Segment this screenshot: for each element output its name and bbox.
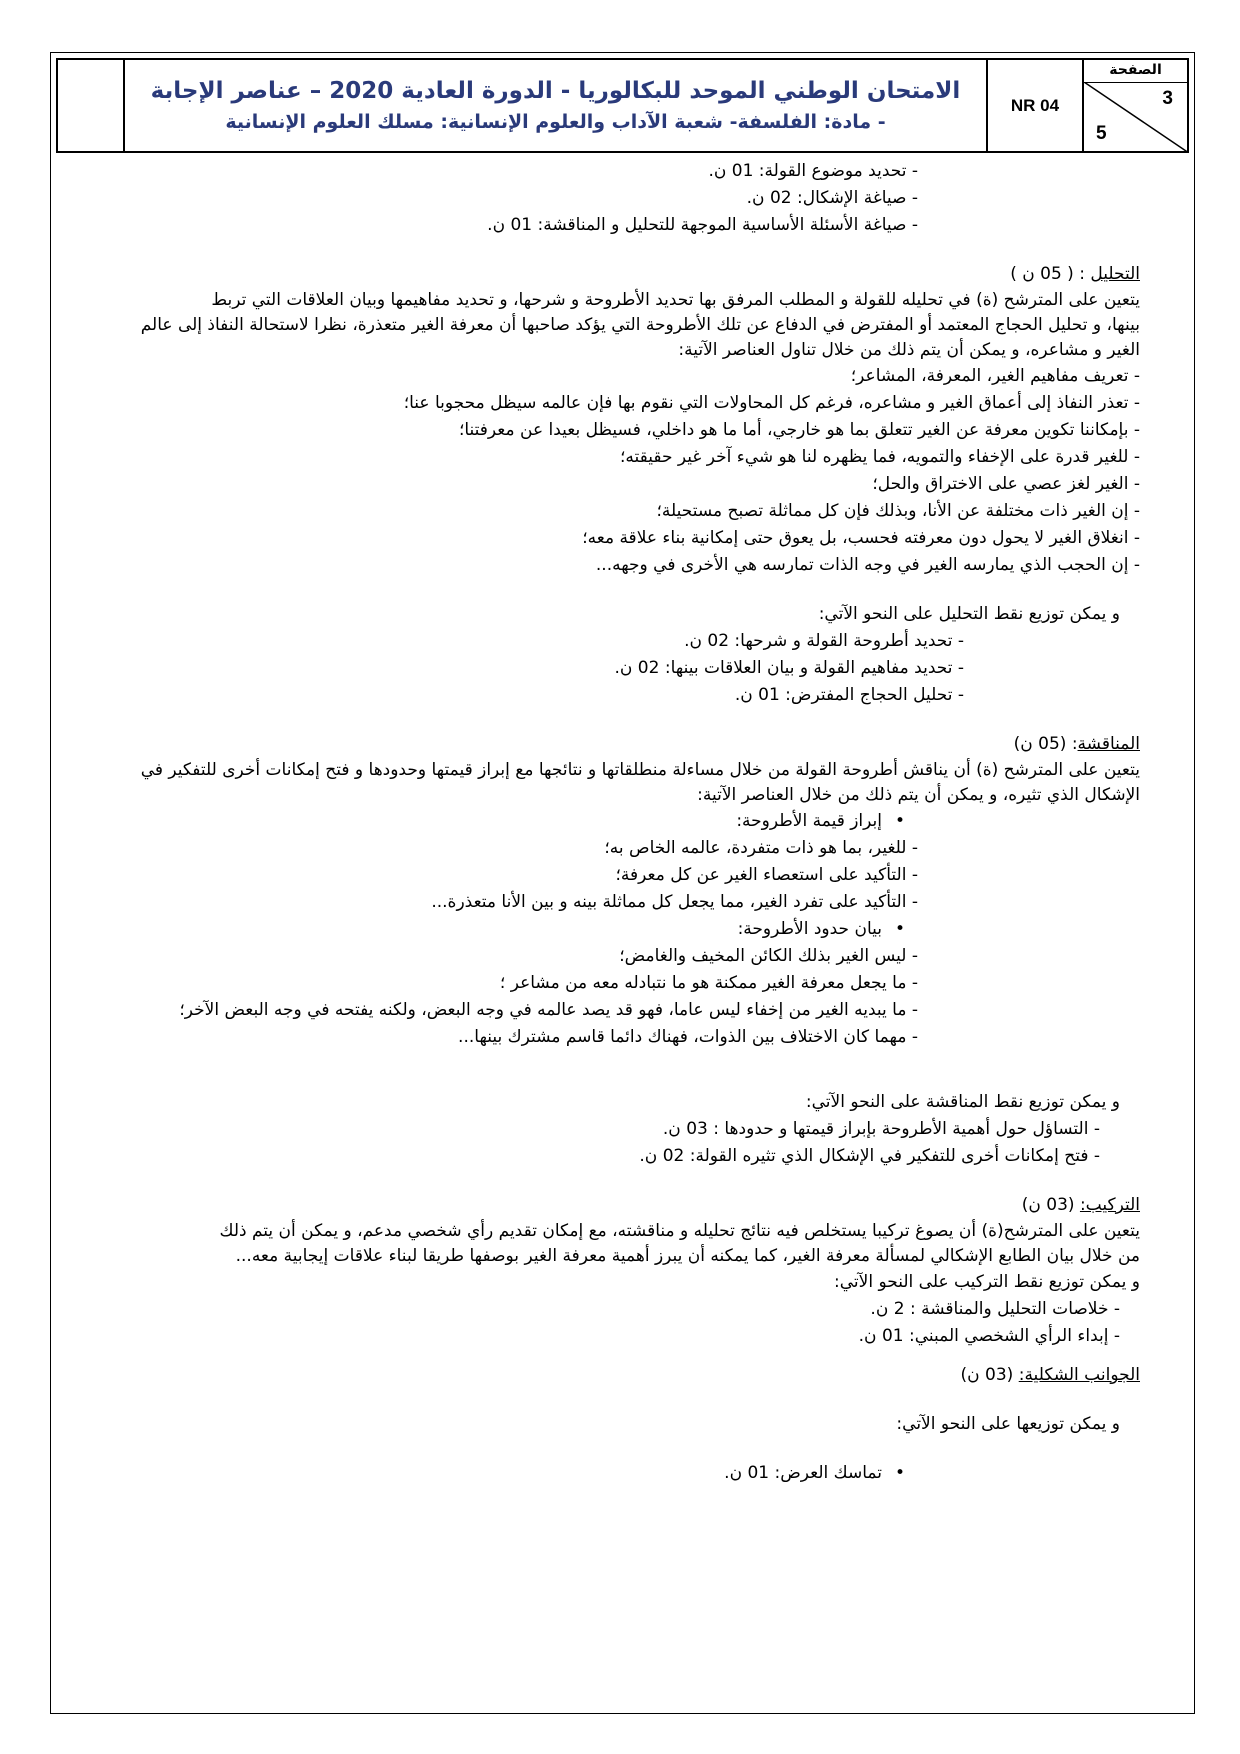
formal-heading: [78, 1362, 1140, 1389]
paragraph-line: من خلال بيان الطابع الإشكالي لمسألة معرفة الغير، كما يمكنه أن يبرز أهمية معرفة الغير بوصفها طريقا لبناء علاقات إيجابية معه...: [235, 1246, 1140, 1266]
analysis-distribution-intro: و يمكن توزيع نقط التحليل على النحو الآتي:: [818, 604, 1120, 624]
value-title: •إبراز قيمة الأطروحة:: [78, 808, 1140, 835]
synthesis-title: التركيب:: [1079, 1195, 1140, 1215]
analysis-points: : ( 05 ن ): [1010, 264, 1091, 284]
limits-items: [78, 943, 1140, 1051]
list-item: - مهما كان الاختلاف بين الذوات، فهناك دائما قاسم مشترك بينها...: [458, 1027, 918, 1047]
list-item: - ما يجعل معرفة الغير ممكنة هو ما نتبادله معه من مشاعر ؛: [499, 973, 918, 993]
header-title-cell: [123, 60, 986, 151]
discussion-heading: [78, 731, 1140, 758]
analysis-elements: [78, 363, 1140, 579]
synthesis-points: (03 ن): [1021, 1195, 1080, 1215]
list-item: - بإمكاننا تكوين معرفة عن الغير تتعلق بما هو خارجي، أما ما هو داخلي، فسيظل بعيدا عن معرفتنا؛: [458, 420, 1140, 440]
header-title-line1: الامتحان الوطني الموحد للبكالوريا - الدورة العادية 2020 – عناصر الإجابة: [150, 77, 961, 104]
list-item: - التساؤل حول أهمية الأطروحة بإبراز قيمتها و حدودها : 03 ن.: [662, 1119, 1100, 1139]
analysis-heading: [78, 261, 1140, 288]
intro-item: - صياغة الأسئلة الأساسية الموجهة للتحليل و المناقشة: 01 ن.: [487, 215, 918, 235]
paragraph-line: بينها، و تحليل الحجاج المعتمد أو المفترض في الدفاع عن تلك الأطروحة التي يؤكد صاحبها أن معرفة الغير متعذرة، نظرا لاستحالة النفاذ إلى عالم: [140, 315, 1140, 335]
discussion-distribution-intro: و يمكن توزيع نقط المناقشة على النحو الآتي:: [805, 1092, 1120, 1112]
intro-item: - صياغة الإشكال: 02 ن.: [746, 188, 918, 208]
header-blank-cell: [58, 60, 123, 151]
list-item: - خلاصات التحليل والمناقشة : 2 ن.: [870, 1299, 1120, 1319]
exam-code: NR 04: [986, 60, 1082, 151]
intro-item: - تحديد موضوع القولة: 01 ن.: [708, 161, 918, 181]
limits-title: •بيان حدود الأطروحة:: [78, 916, 1140, 943]
list-item: - التأكيد على تفرد الغير، مما يجعل كل مماثلة بينه و بين الأنا متعذرة...: [431, 892, 918, 912]
paragraph-line: يتعين على المترشح(ة) أن يصوغ تركيبا يستخلص فيه نتائج تحليله و مناقشته، مع إمكان تقديم رأي شخصي مدعم، و يمكن أن يتم ذلك: [219, 1221, 1140, 1241]
list-item: - انغلاق الغير لا يحول دون معرفته فحسب، بل يعوق حتى إمكانية بناء علاقة معه؛: [582, 528, 1140, 548]
list-item: - إن الغير ذات مختلفة عن الأنا، وبذلك فإن كل مماثلة تصبح مستحيلة؛: [656, 501, 1140, 521]
synthesis-paragraph: [78, 1219, 1140, 1269]
discussion-paragraph: [78, 758, 1140, 808]
paragraph-line: يتعين على المترشح (ة) أن يناقش أطروحة القولة من خلال مساءلة منطلقاتها و نتائجها مع إبراز قيمتها وحدودها و فتح إمكانات أخرى للتفكير في: [140, 760, 1140, 780]
synthesis-heading: [78, 1192, 1140, 1219]
analysis-distribution: [78, 628, 1140, 709]
bullet-icon: •: [894, 919, 906, 939]
synthesis-distribution: [78, 1296, 1140, 1350]
list-item: - التأكيد على استعصاء الغير عن كل معرفة؛: [615, 865, 918, 885]
paragraph-line: الإشكال الذي تثيره، و يمكن أن يتم ذلك من خلال العناصر الآتية:: [697, 785, 1140, 805]
document-body: [78, 158, 1140, 1487]
analysis-paragraph: [78, 288, 1140, 363]
formal-title: الجوانب الشكلية:: [1018, 1365, 1140, 1385]
synthesis-distribution-intro: و يمكن توزيع نقط التركيب على النحو الآتي:: [834, 1272, 1140, 1292]
discussion-distribution: [78, 1116, 1140, 1170]
formal-points: (03 ن): [960, 1365, 1019, 1385]
list-item: - تعذر النفاذ إلى أعماق الغير و مشاعره، فرغم كل المحاولات التي نقوم بها فإن عالمه سيظل محجوبا عنا؛: [403, 393, 1140, 413]
intro-list: [78, 158, 1140, 239]
list-item: - إن الحجب الذي يمارسه الغير في وجه الذات تمارسه هي الأخرى في وجهه...: [595, 555, 1140, 575]
list-item: - الغير لغز عصي على الاختراق والحل؛: [872, 474, 1140, 494]
list-item: - إبداء الرأي الشخصي المبني: 01 ن.: [858, 1326, 1120, 1346]
list-item: - تعريف مفاهيم الغير، المعرفة، المشاعر؛: [850, 366, 1140, 386]
page-number-box: [1082, 60, 1187, 151]
list-item: - تحليل الحجاج المفترض: 01 ن.: [734, 685, 964, 705]
formal-distribution-intro: و يمكن توزيعها على النحو الآتي:: [896, 1414, 1120, 1434]
discussion-points: : (05 ن): [1013, 734, 1078, 754]
page-label: الصفحة: [1109, 62, 1162, 78]
list-item: - تحديد أطروحة القولة و شرحها: 02 ن.: [684, 631, 964, 651]
exam-header: [56, 58, 1189, 153]
header-title-line2: - مادة: الفلسفة- شعبة الآداب والعلوم الإنسانية: مسلك العلوم الإنسانية: [225, 110, 886, 133]
list-item: - تحديد مفاهيم القولة و بيان العلاقات بينها: 02 ن.: [614, 658, 964, 678]
value-items: [78, 835, 1140, 916]
page-number: 3: [1162, 88, 1173, 109]
discussion-title: المناقشة: [1077, 734, 1140, 754]
formal-item: •تماسك العرض: 01 ن.: [78, 1460, 1140, 1487]
list-item: - للغير، بما هو ذات متفردة، عالمه الخاص به؛: [604, 838, 918, 858]
list-item: - فتح إمكانات أخرى للتفكير في الإشكال الذي تثيره القولة: 02 ن.: [639, 1146, 1100, 1166]
paragraph-line: الغير و مشاعره، و يمكن أن يتم ذلك من خلال تناول العناصر الآتية:: [678, 340, 1140, 360]
bullet-icon: •: [894, 811, 906, 831]
analysis-title: التحليل: [1090, 264, 1140, 284]
paragraph-line: يتعين على المترشح (ة) في تحليله للقولة و المطلب المرفق بها تحديد الأطروحة و شرحها، و تحديد مفاهيمها وبيان العلاقات التي تربط: [211, 290, 1140, 310]
bullet-icon: •: [894, 1463, 906, 1483]
list-item: - للغير قدرة على الإخفاء والتمويه، فما يظهره لنا هو شيء آخر غير حقيقته؛: [620, 447, 1140, 467]
list-item: - ليس الغير بذلك الكائن المخيف والغامض؛: [619, 946, 918, 966]
list-item: - ما يبديه الغير من إخفاء ليس عاما، فهو قد يصد عالمه في وجه البعض، ولكنه يفتحه في وجه البعض الآخر؛: [179, 1000, 918, 1020]
page-total: 5: [1096, 123, 1107, 144]
